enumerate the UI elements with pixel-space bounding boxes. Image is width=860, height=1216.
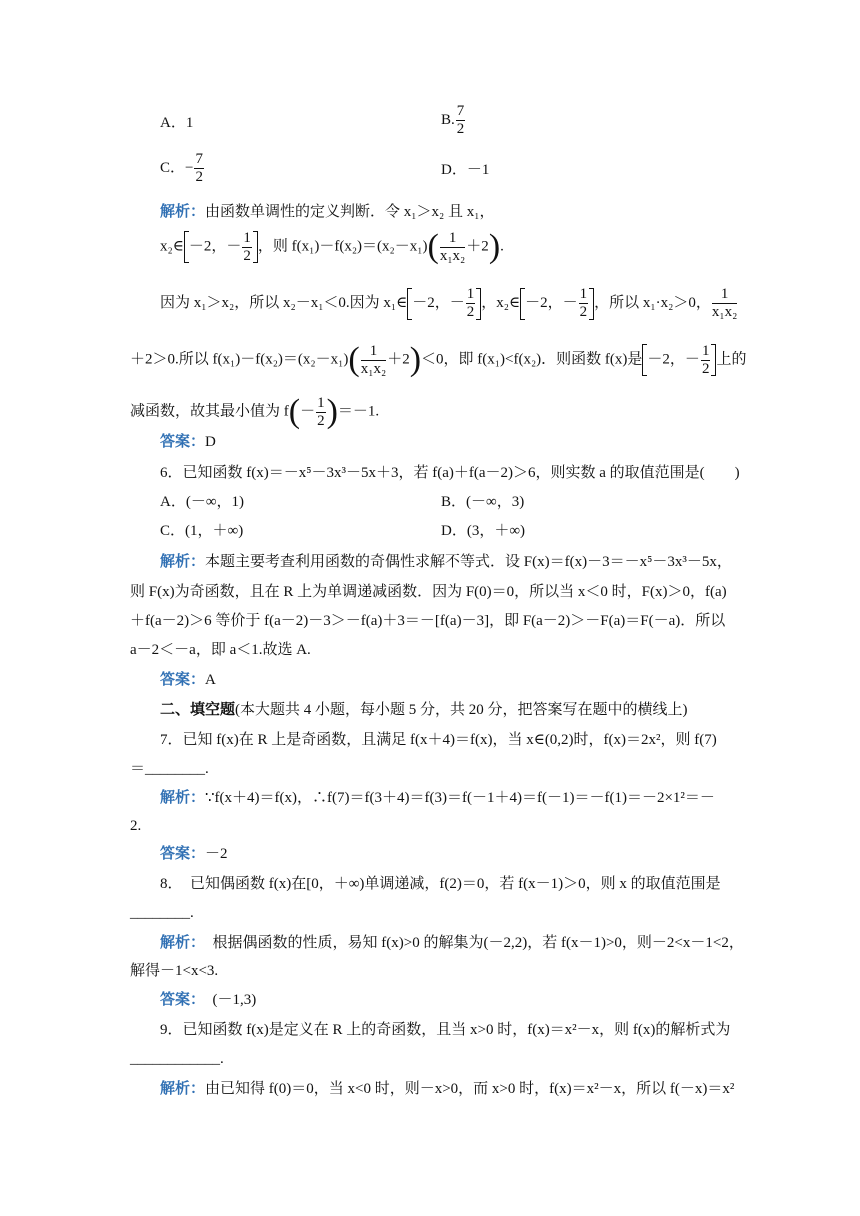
q6-option-c: C．(1，＋∞) <box>160 523 244 539</box>
fraction-numerator: 1 <box>361 344 386 361</box>
q7-stem-line-2: ＝________. <box>130 761 209 777</box>
answer-label: 答案： <box>160 846 206 862</box>
math-text: －2，－ <box>525 294 578 311</box>
q7-analysis-line-2: 2. <box>130 818 142 834</box>
analysis-text: ∵f(x＋4)＝f(x)，∴f(7)＝f(3＋4)＝f(3)＝f(－1＋4)＝f(－1)＝－f(1)＝－2×1²＝－ <box>205 790 715 806</box>
section-heading <box>160 701 688 719</box>
fraction-numerator: 1 <box>440 231 465 248</box>
q5-analysis-line-5 <box>130 395 379 429</box>
fraction-numerator: 1 <box>317 394 325 411</box>
right-paren: ) <box>326 393 338 430</box>
section-title: 二、填空题 <box>160 702 236 718</box>
answer-label: 答案： <box>160 992 198 1008</box>
q6-stem: 6．已知函数 f(x)＝－x⁵－3x³－5x＋3，若 f(a)＋f(a－2)＞6，则实数 a 的取值范围是( ) <box>160 465 740 481</box>
q5-analysis-line-4 <box>130 343 746 377</box>
q5-option-c-fraction <box>194 152 204 185</box>
q6-analysis-line-2: 则 F(x)为奇函数，且在 R 上为单调递减函数．因为 F(0)＝0，所以当 x＜0 时，F(x)＞0，f(a) <box>130 584 727 600</box>
math-text: －2，－ <box>647 351 700 368</box>
q5-option-b <box>441 104 466 137</box>
q5-analysis-line-1 <box>160 203 494 221</box>
analysis-label: 解析： <box>160 790 206 806</box>
math-text: 减函数，故其最小值为 f <box>130 403 289 420</box>
q6-option-b: B．(－∞，3) <box>441 494 525 510</box>
fraction <box>361 344 386 377</box>
math-text: 上的 <box>716 351 747 368</box>
math-text: x₂∈ <box>160 238 184 255</box>
math-text: ＋2 <box>466 238 489 255</box>
analysis-label: 解析： <box>160 935 198 951</box>
left-paren: ( <box>288 393 301 430</box>
answer-text: －2 <box>205 846 228 862</box>
q5-option-a: A．1 <box>160 115 194 131</box>
q8-stem-line-2: ________. <box>130 905 194 921</box>
q5-option-b-fraction <box>456 104 466 137</box>
math-text: －2，－ <box>188 238 242 255</box>
q5-option-b-prefix: B. <box>441 111 455 128</box>
fraction-numerator: 1 <box>712 287 737 304</box>
fraction-denominator: 2 <box>701 360 710 377</box>
math-text: 因为 x₁＞x₂，所以 x₂－x₁＜0.因为 x₁∈ <box>160 294 408 311</box>
fraction <box>466 287 476 320</box>
analysis-label: 解析： <box>160 1081 206 1097</box>
math-text: ＝－1. <box>337 403 380 420</box>
fraction <box>440 231 465 264</box>
fraction-numerator: 7 <box>456 103 465 119</box>
q9-analysis-line-1 <box>160 1080 734 1098</box>
q5-answer <box>160 433 216 451</box>
analysis-text: 由已知得 f(0)＝0，当 x<0 时，则－x>0，而 x>0 时，f(x)＝x²－x，所以 f(－x)＝x² <box>205 1081 735 1097</box>
q7-stem-line-1: 7．已知 f(x)在 R 上是奇函数，且满足 f(x＋4)＝f(x)，当 x∈(0,2)时，f(x)＝2x²，则 f(7) <box>160 732 717 748</box>
q8-answer <box>160 991 256 1009</box>
q5-option-d: D．－1 <box>441 162 490 178</box>
math-text: －2，－ <box>412 294 465 311</box>
fraction-denominator: 2 <box>466 304 475 320</box>
math-text: － <box>300 403 316 420</box>
answer-label: 答案： <box>160 434 206 450</box>
fraction-denominator: 2 <box>579 304 588 320</box>
q5-analysis-line-3 <box>160 287 738 320</box>
analysis-label: 解析： <box>160 204 206 220</box>
q6-answer <box>160 671 216 689</box>
fraction-denominator: 2 <box>456 121 465 137</box>
q5-option-c <box>160 152 205 185</box>
q5-analysis-line-2: x₂∈ －2，－ $\frac{1}{2}$ ，则 f(x₁)－f(x₂)＝(x₂－x₁)( $\frac{1}{\text{x₁x₂}}$ ＋2). <box>160 228 504 265</box>
fraction-numerator: 1 <box>243 229 251 246</box>
fraction-numerator: 1 <box>579 286 588 302</box>
fraction-denominator: x₁x₂ <box>439 247 466 264</box>
left-paren: ( <box>348 341 360 378</box>
analysis-text: 本题主要考查利用函数的奇偶性求解不等式．设 F(x)＝f(x)－3＝－x⁵－3x³－5x， <box>205 554 732 570</box>
fraction-denominator: x₁x₂ <box>360 360 387 377</box>
section-description: (本大题共 4 小题，每小题 5 分，共 20 分，把答案写在题中的横线上) <box>235 702 688 718</box>
q7-analysis-line-1 <box>160 789 715 807</box>
analysis-text: 由函数单调性的定义判断．令 x₁＞x₂ 且 x₁， <box>205 204 495 220</box>
q5-option-c-prefix: C．− <box>160 159 194 176</box>
right-paren: ) <box>488 228 501 265</box>
q7-answer <box>160 845 228 863</box>
fraction <box>242 231 252 264</box>
q6-analysis-line-3: ＋f(a－2)＞6 等价于 f(a－2)－3＞－f(a)＋3＝－[f(a)－3]，即 F(a－2)＞－F(a)＝F(－a)．所以 <box>130 613 726 629</box>
fraction <box>701 344 711 377</box>
left-paren: ( <box>427 228 439 265</box>
answer-text: D <box>205 434 216 450</box>
answer-label: 答案： <box>160 672 206 688</box>
fraction <box>316 396 326 429</box>
q8-analysis-line-1 <box>160 934 744 952</box>
q6-analysis-line-1 <box>160 553 732 571</box>
analysis-label: 解析： <box>160 554 206 570</box>
fraction-denominator: 2 <box>195 169 203 185</box>
fraction <box>579 287 589 320</box>
fraction-numerator: 7 <box>195 151 203 167</box>
q6-option-a: A．(－∞，1) <box>160 494 245 510</box>
fraction-denominator: 2 <box>243 247 251 264</box>
fraction <box>712 287 737 320</box>
analysis-text: 根据偶函数的性质，易知 f(x)>0 的解集为(－2,2)，若 f(x－1)>0，则－2<x－1<2， <box>197 935 744 951</box>
fraction-denominator: 2 <box>317 412 325 429</box>
math-text: ，所以 x₁·x₂＞0， <box>594 294 711 311</box>
answer-text: (－1,3) <box>197 992 257 1008</box>
q9-stem-line-1: 9．已知函数 f(x)是定义在 R 上的奇函数，且当 x>0 时，f(x)＝x²－x，则 f(x)的解析式为 <box>160 1022 731 1038</box>
answer-text: A <box>205 672 216 688</box>
q6-analysis-line-4: a－2＜－a，即 a＜1.故选 A. <box>130 642 311 658</box>
math-text: ＜0，即 f(x₁)<f(x₂)．则函数 f(x)是 <box>421 351 643 368</box>
fraction-denominator: x₁x₂ <box>711 304 738 320</box>
math-text: ＋2＞0.所以 f(x₁)－f(x₂)＝(x₂－x₁) <box>130 351 349 368</box>
math-text: ，x₂∈ <box>481 294 521 311</box>
math-text: ，则 f(x₁)－f(x₂)＝(x₂－x₁) <box>257 238 428 255</box>
fraction-numerator: 1 <box>701 342 710 359</box>
math-text: ＋2 <box>387 351 410 368</box>
right-paren: ) <box>409 341 422 378</box>
fraction-numerator: 1 <box>466 286 475 302</box>
q8-analysis-line-2: 解得－1<x<3. <box>130 963 219 979</box>
q9-stem-line-2: ____________. <box>130 1051 224 1067</box>
q8-stem-line-1: 8． 已知偶函数 f(x)在[0，＋∞)单调递减，f(2)＝0，若 f(x－1)＞0，则 x 的取值范围是 <box>160 876 721 892</box>
q6-option-d: D．(3，＋∞) <box>441 523 526 539</box>
